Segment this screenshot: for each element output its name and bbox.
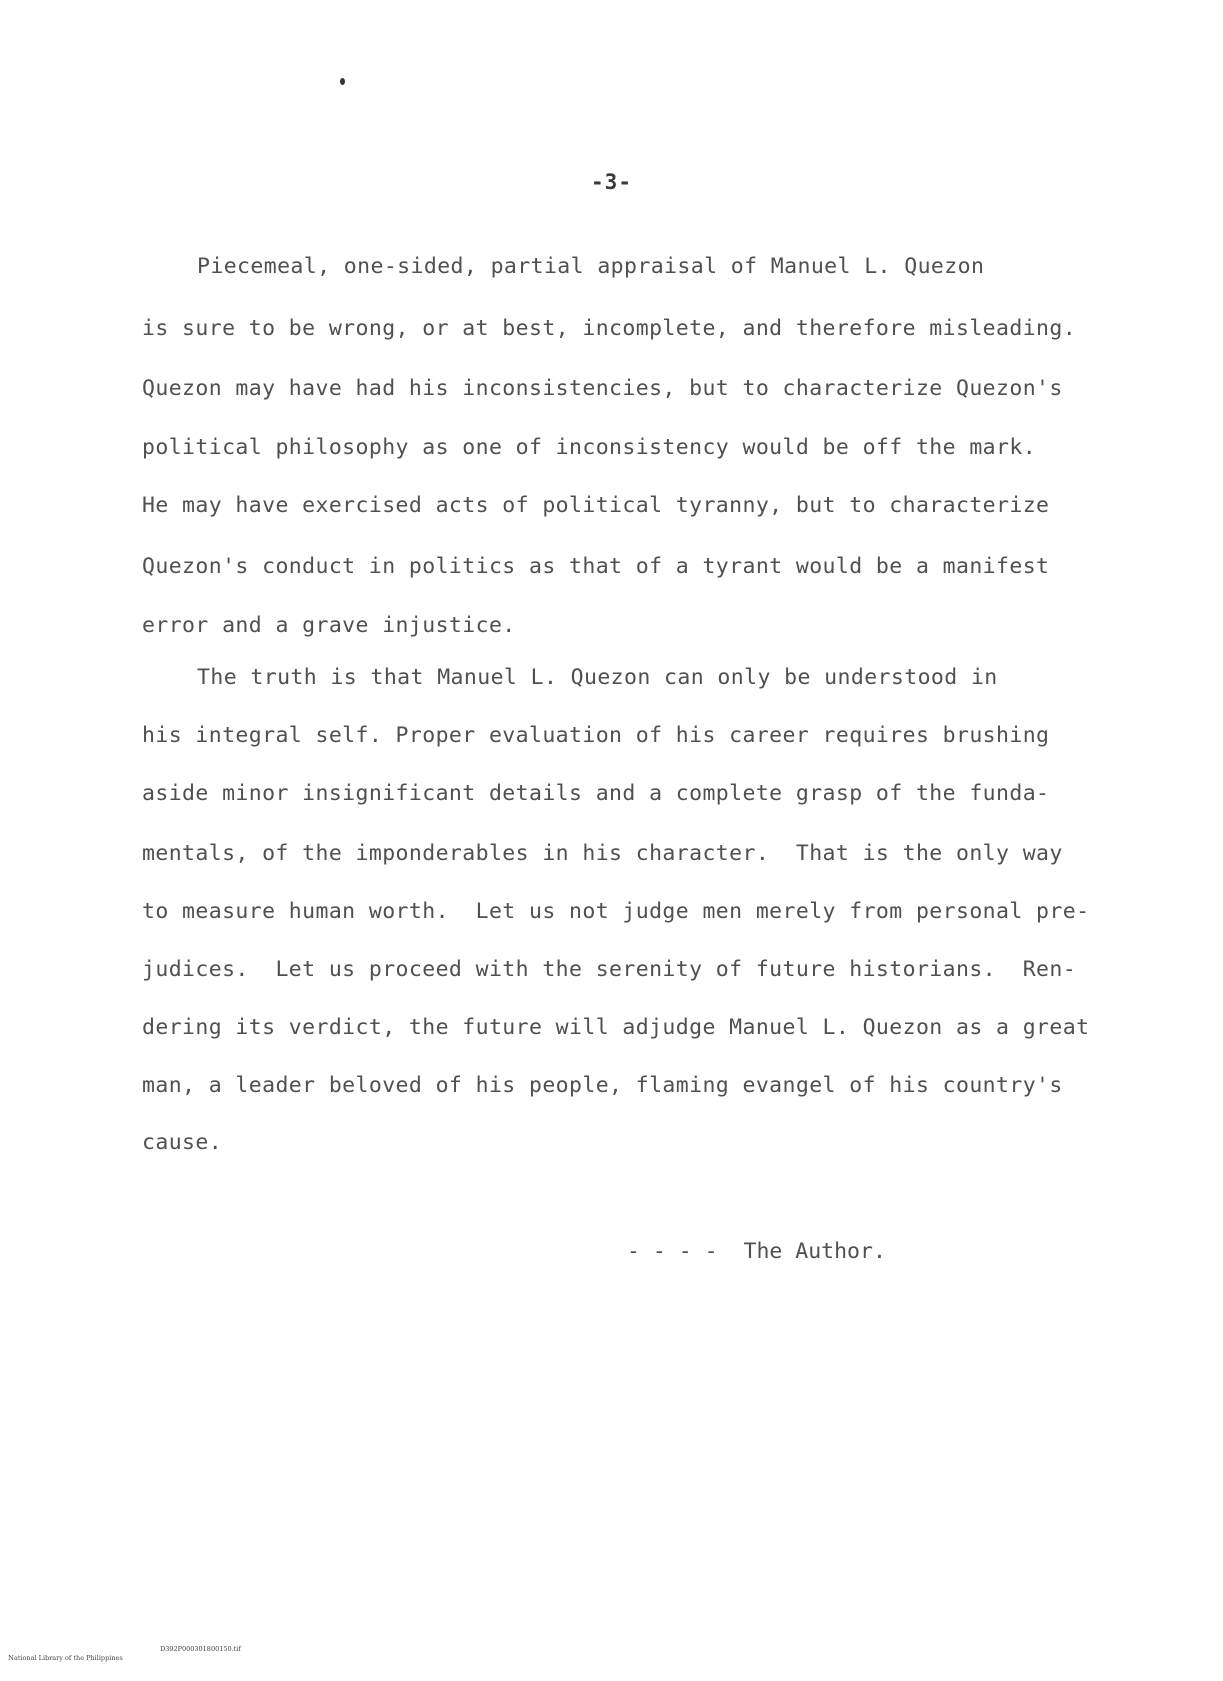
footer-filename: D392P000301800150.tif	[160, 1645, 241, 1653]
text-line: mentals, of the imponderables in his character. That is the only way	[142, 841, 1063, 866]
text-line: The truth is that Manuel L. Quezon can only be understood in	[197, 665, 998, 690]
text-line: to measure human worth. Let us not judge men merely from personal pre-	[142, 899, 1090, 924]
text-line: aside minor insignificant details and a complete grasp of the funda-	[142, 781, 1050, 806]
text-line: man, a leader beloved of his people, flaming evangel of his country's	[142, 1073, 1063, 1098]
footer-library: National Library of the Philippines	[8, 1654, 123, 1662]
text-line: Quezon may have had his inconsistencies, but to characterize Quezon's	[142, 376, 1063, 401]
text-line: Quezon's conduct in politics as that of a tyrant would be a manifest	[142, 554, 1050, 579]
signature: - - - - The Author.	[627, 1239, 886, 1264]
text-line: He may have exercised acts of political tyranny, but to characterize	[142, 493, 1050, 518]
text-line: is sure to be wrong, or at best, incomplete, and therefore misleading.	[142, 316, 1077, 341]
text-line: cause.	[142, 1130, 223, 1155]
text-line: political philosophy as one of inconsistency would be off the mark.	[142, 435, 1037, 460]
text-line: judices. Let us proceed with the serenity of future historians. Ren-	[142, 957, 1077, 982]
text-line: his integral self. Proper evaluation of his career requires brushing	[142, 723, 1050, 748]
text-line: error and a grave injustice.	[142, 613, 516, 638]
ink-speck	[340, 78, 345, 85]
text-line: dering its verdict, the future will adjudge Manuel L. Quezon as a great	[142, 1015, 1090, 1040]
scan-footer	[0, 1645, 241, 1681]
page-number: -3-	[591, 170, 632, 194]
text-line: Piecemeal, one-sided, partial appraisal of Manuel L. Quezon	[197, 254, 985, 279]
